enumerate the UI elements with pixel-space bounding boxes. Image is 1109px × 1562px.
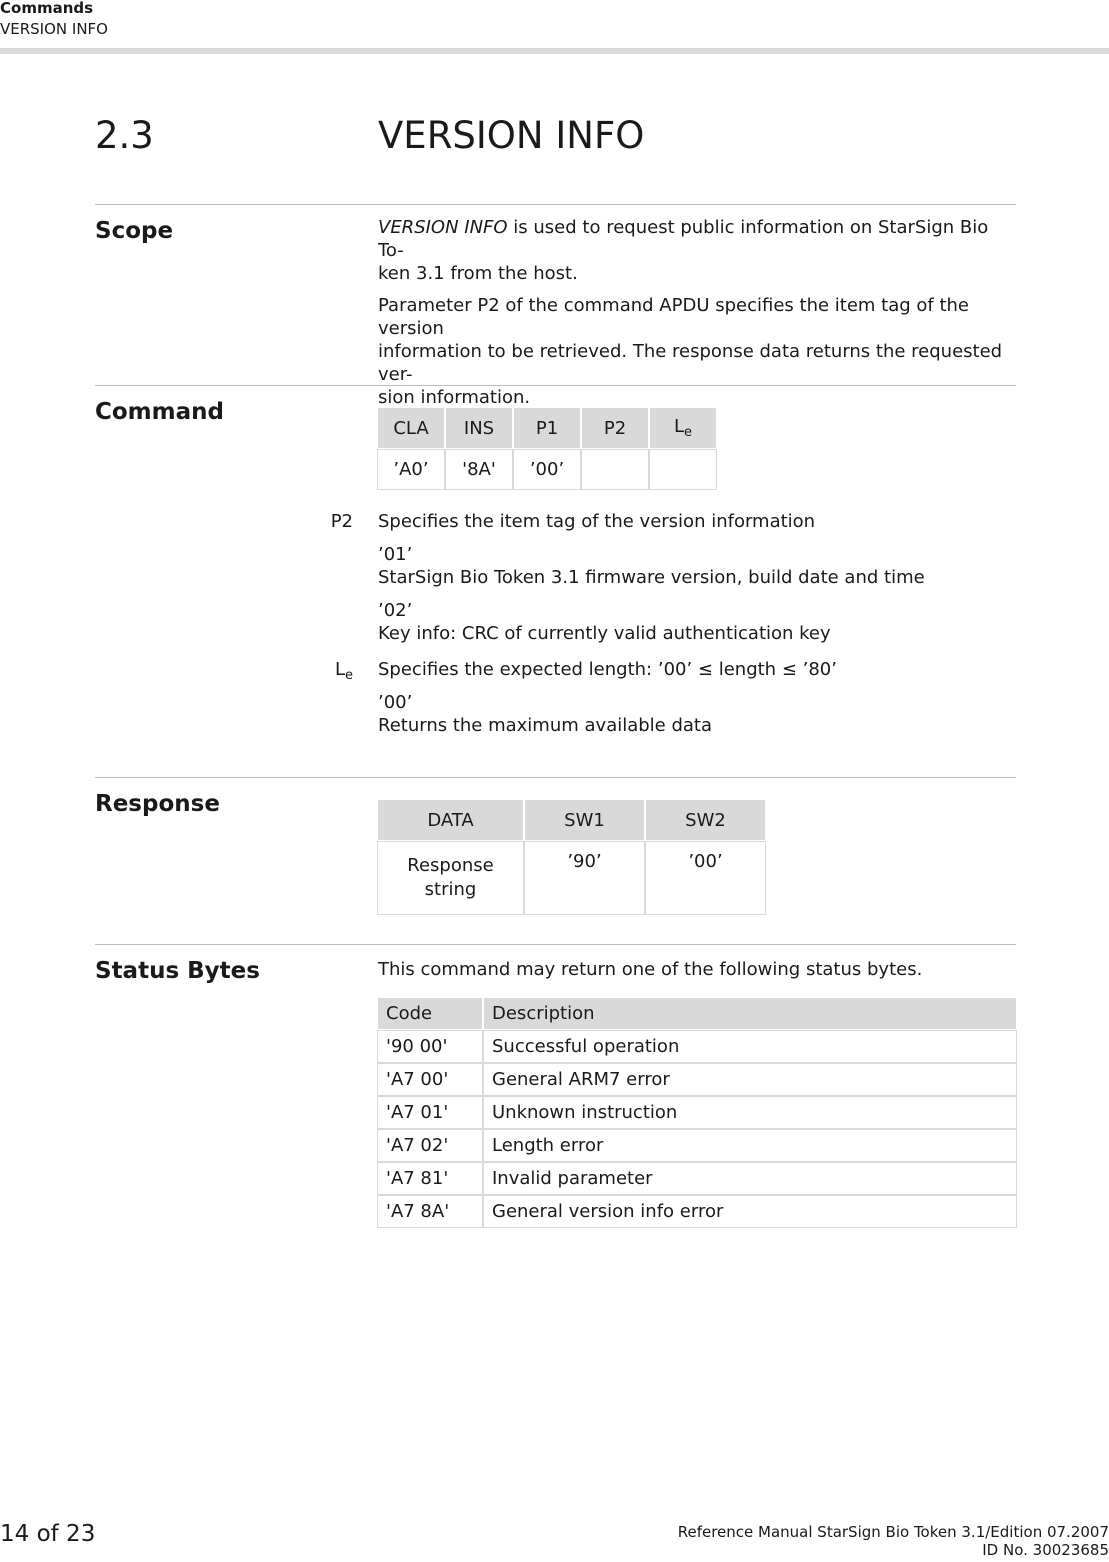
response-table-header-row (378, 800, 765, 840)
command-table-header-row (378, 408, 716, 448)
cmd-header-le-sub: e (684, 425, 693, 440)
footer-line-1: Reference Manual StarSign Bio Token 3.1/Edition 07.2007 (677, 1523, 1109, 1541)
resp-value-sw1: ’90’ (525, 842, 644, 914)
resp-header-sw1: SW1 (525, 800, 644, 840)
status-description: Length error (484, 1130, 1016, 1161)
status-table-header-row (378, 998, 1016, 1029)
header-divider (0, 48, 1109, 54)
p2-option-2-desc: Key info: CRC of currently valid authentication key (378, 623, 831, 644)
table-row (378, 1097, 1016, 1128)
p2-option-1-code: ’01’ (378, 544, 413, 565)
cmd-header-le (650, 408, 716, 448)
p2-label: P2 (330, 511, 353, 532)
section-title: VERSION INFO (378, 114, 645, 157)
cmd-header-p1: P1 (514, 408, 580, 448)
status-header-code: Code (378, 998, 482, 1029)
p2-description: Specifies the item tag of the version information (378, 511, 816, 532)
le-option-1-desc: Returns the maximum available data (378, 715, 713, 736)
scope-heading: Scope (95, 218, 174, 244)
scope-p2-line2: information to be retrieved. The response data returns the requested ver- (378, 341, 1003, 385)
header-title: Commands (0, 0, 94, 17)
section-number: 2.3 (95, 114, 154, 157)
scope-p2-line1: Parameter P2 of the command APDU specifies the item tag of the version (378, 295, 970, 339)
status-code: 'A7 8A' (378, 1196, 482, 1227)
cmd-header-ins: INS (446, 408, 512, 448)
command-heading: Command (95, 399, 224, 425)
status-code: '90 00' (378, 1031, 482, 1062)
le-description-block (378, 658, 1018, 737)
cmd-value-le (650, 450, 716, 489)
table-row (378, 1064, 1016, 1095)
resp-header-data: DATA (378, 800, 523, 840)
p2-option-1-desc: StarSign Bio Token 3.1 firmware version, build date and time (378, 567, 925, 588)
status-description: General ARM7 error (484, 1064, 1016, 1095)
le-option-1-code: ’00’ (378, 692, 413, 713)
resp-data-line1: Response (407, 855, 494, 876)
status-code: 'A7 81' (378, 1163, 482, 1194)
cmd-value-p1: ’00’ (514, 450, 580, 489)
divider-response (95, 777, 1016, 778)
status-code: 'A7 02' (378, 1130, 482, 1161)
status-code: 'A7 00' (378, 1064, 482, 1095)
status-description: Unknown instruction (484, 1097, 1016, 1128)
cmd-value-p2 (582, 450, 648, 489)
scope-p1-line1: is used to request public information on StarSign Bio To- (378, 217, 989, 261)
resp-header-sw2: SW2 (646, 800, 765, 840)
status-intro: This command may return one of the following status bytes. (378, 959, 923, 980)
header-subtitle: VERSION INFO (0, 20, 108, 38)
resp-data-line2: string (424, 879, 477, 900)
footer-reference (678, 1523, 1109, 1559)
cmd-header-p2: P2 (582, 408, 648, 448)
cmd-header-le-main: L (673, 416, 685, 437)
response-heading: Response (95, 791, 220, 817)
scope-text (378, 216, 1018, 418)
p2-description-block (378, 510, 1018, 645)
scope-p1-line2: ken 3.1 from the host. (378, 263, 578, 284)
table-row (378, 1196, 1016, 1227)
le-label (293, 658, 353, 687)
divider-status (95, 944, 1016, 945)
p2-option-2-code: ’02’ (378, 600, 413, 621)
resp-value-sw2: ’00’ (646, 842, 765, 914)
divider-scope (95, 204, 1016, 205)
table-row (378, 1163, 1016, 1194)
status-description: Successful operation (484, 1031, 1016, 1062)
scope-paragraph-2 (378, 294, 1018, 409)
status-description: General version info error (484, 1196, 1016, 1227)
status-bytes-table (376, 996, 1018, 1229)
cmd-value-cla: ’A0’ (378, 450, 444, 489)
status-description: Invalid parameter (484, 1163, 1016, 1194)
scope-italic-term: VERSION INFO (378, 217, 508, 238)
status-code: 'A7 01' (378, 1097, 482, 1128)
response-table-value-row (378, 842, 765, 914)
le-label-main: L (334, 659, 345, 680)
resp-value-data (378, 842, 523, 914)
status-header-description: Description (484, 998, 1016, 1029)
divider-command (95, 385, 1016, 386)
cmd-header-cla: CLA (378, 408, 444, 448)
scope-paragraph-1 (378, 216, 1018, 285)
footer-line-2: ID No. 30023685 (982, 1541, 1109, 1559)
status-heading: Status Bytes (95, 958, 260, 984)
table-row (378, 1130, 1016, 1161)
page-number: 14 of 23 (0, 1521, 96, 1547)
command-table-value-row (378, 450, 716, 489)
scope-p2-line3: sion information. (378, 387, 531, 408)
command-apdu-table (376, 406, 718, 491)
table-row (378, 1031, 1016, 1062)
le-description: Specifies the expected length: ’00’ ≤ length ≤ ’80’ (378, 659, 837, 680)
le-label-sub: e (345, 668, 353, 683)
response-table (376, 798, 767, 916)
cmd-value-ins: '8A' (446, 450, 512, 489)
